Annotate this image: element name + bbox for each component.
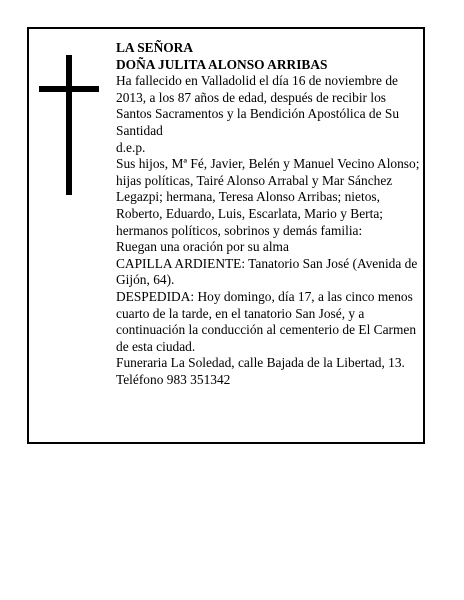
cross-icon (39, 55, 99, 195)
death-statement: Ha fallecido en Valladolid el día 16 de noviembre de 2013, a los 87 años de edad, después de recibir los Santos Sacramentos y la Bendición Apostólica de Su Santidad (116, 73, 400, 138)
notice-text (116, 40, 422, 388)
deceased-name: DOÑA JULITA ALONSO ARRIBAS (116, 56, 328, 72)
cross-horizontal-bar (39, 86, 99, 92)
chapel-info: CAPILLA ARDIENTE: Tanatorio San José (Avenida de Gijón, 64). (116, 255, 418, 288)
farewell-info: DESPEDIDA: Hoy domingo, día 17, a las cinco menos cuarto de la tarde, en el tanatorio San José, y a continuación la conducción al cementerio de El Carmen de esta ciudad. (116, 288, 417, 354)
cross-vertical-bar (66, 55, 72, 195)
obituary-notice (27, 27, 425, 444)
notice-title: LA SEÑORA (116, 40, 194, 55)
prayer-request: Ruegan una oración por su alma (116, 239, 289, 255)
family-list: Sus hijos, Mª Fé, Javier, Belén y Manuel Vecino Alonso; hijas políticas, Tairé Alonso Arrabal y Mar Sánchez Legazpi; hermana, Teresa Alonso Arribas; nietos, Roberto, Eduardo, Luis, Escarlata, Mario y Berta; hermanos políticos, sobrinos y demás familia: (116, 156, 420, 238)
dep-abbreviation: d.e.p. (116, 139, 146, 155)
funeral-home-info: Funeraria La Soledad, calle Bajada de la Libertad, 13. Teléfono 983 351342 (116, 355, 405, 387)
